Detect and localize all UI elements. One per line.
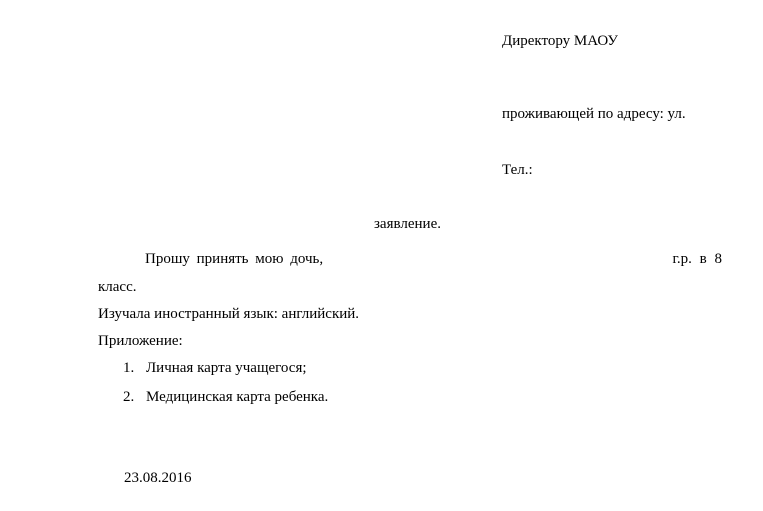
attachment-text: Медицинская карта ребенка. bbox=[146, 389, 329, 405]
attachment-text: Личная карта учащегося; bbox=[146, 360, 307, 376]
document-title: заявление. bbox=[374, 216, 441, 232]
attachments-label: Приложение: bbox=[98, 333, 183, 349]
attachment-item bbox=[123, 388, 328, 406]
document-date: 23.08.2016 bbox=[124, 470, 192, 486]
attachment-item bbox=[123, 359, 307, 377]
request-year-grade: г.р. в 8 bbox=[672, 251, 722, 267]
recipient-director: Директору МАОУ bbox=[502, 33, 618, 49]
recipient-address: проживающей по адресу: ул. bbox=[502, 106, 686, 122]
attachment-number: 1. bbox=[123, 360, 135, 376]
attachment-number: 2. bbox=[123, 389, 135, 405]
recipient-phone: Тел.: bbox=[502, 162, 533, 178]
language-line: Изучала иностранный язык: английский. bbox=[98, 306, 360, 322]
request-text: Прошу принять мою дочь, bbox=[145, 251, 324, 267]
request-continuation: класс. bbox=[98, 279, 137, 295]
